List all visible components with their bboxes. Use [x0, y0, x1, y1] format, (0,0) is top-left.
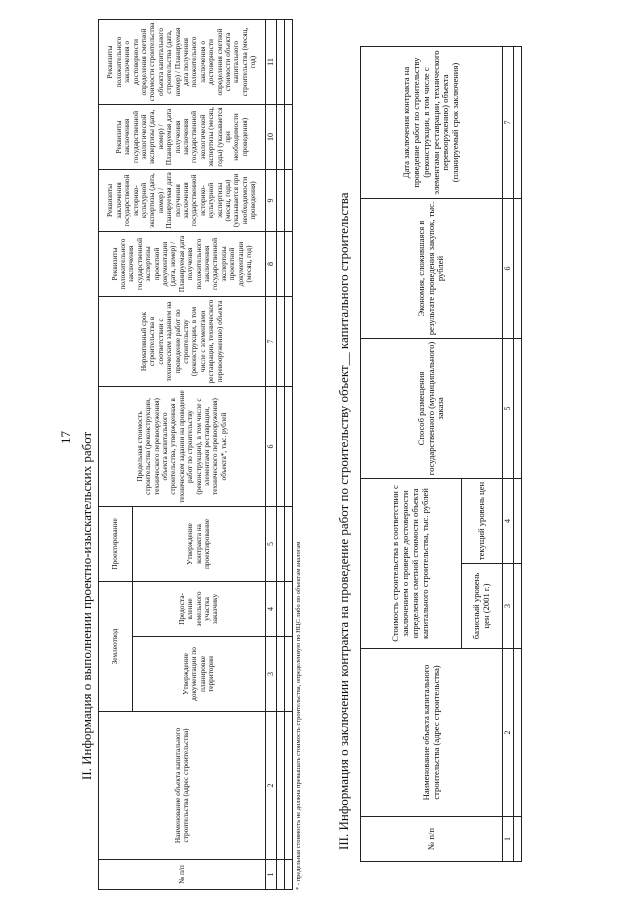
section-2-title: II. Информация о выполнении проектно-изыскательских работ: [79, 431, 94, 780]
col-number: 6: [266, 387, 277, 507]
col-number: 1: [503, 817, 514, 862]
col-number: 9: [266, 170, 277, 232]
col-number: 4: [503, 479, 514, 564]
col-number: 8: [266, 232, 277, 297]
col-number: 4: [266, 582, 277, 637]
header-land-grant: Предоста-вление земельного участка заказчику: [132, 582, 265, 637]
header-design-group: Проектирование: [99, 507, 133, 582]
empty-row: [285, 20, 293, 890]
col-number: 5: [503, 339, 514, 479]
header-savings: Экономия, сложившаяся в результате проведения закупок, тыс. рублей: [361, 199, 503, 339]
col-number: 5: [266, 507, 277, 582]
header-cost-reliability: Реквизиты положительного заключения о достоверности определения сметной стоимости строительства объекта капитального строительства (дата, номер) / Планируемая дата получения положительного заключения о достоверности определения сметной стоимости объекта капитального строительства (месяц, год): [99, 20, 266, 105]
col-number: 3: [503, 564, 514, 649]
header-placement-method: Способ размещения государственного (муниципального) заказа: [361, 339, 503, 479]
col-number: 2: [266, 712, 277, 860]
page-number: 17: [58, 431, 73, 444]
header-contract-date: Дата заключения контракта на проведение работ по строительству (реконструкции, в том числе с элементами реставрации, технического перевооружению) объекта (планируемый срок заключения): [361, 47, 503, 199]
col-number: 7: [503, 47, 514, 199]
header-num: № п/п: [361, 817, 503, 862]
header-base-price: базисный уровень цен (2001 г.): [462, 564, 503, 649]
section-3-table: [360, 46, 522, 862]
col-number: 10: [266, 105, 277, 170]
section-3-block: [360, 46, 522, 862]
header-object-name: Наименование объекта капитального строительства (адрес строительства): [361, 649, 503, 817]
header-design-contract: Утверждение контракта на проектирование: [132, 507, 265, 582]
col-number: 6: [503, 199, 514, 339]
empty-row: [514, 47, 522, 862]
col-number: 3: [266, 637, 277, 712]
header-expertise-requisites: Реквизиты положительного заключения государственной экспертизы проектной документации (дата, номер) / Планируемая дата получения положительного заключения государственной экспертизы проектной документации (месяц, год): [99, 232, 266, 297]
header-normative-term: Нормативный срок строительства в соответствии с техническим заданием на проведение работ по строительству (реконструкции, в том числе с элементами реставрации, технического перевооружению) объекта: [99, 297, 266, 387]
header-max-cost: Предельная стоимость строительства (реконструкции, технического перевооружения) объекта капитального строительства, утвержденная в техническом задании на проведение работ по строительству (реконструкции), в том числе с элементами реставрации, технического перевооружения) объекта*, тыс. рублей: [99, 387, 266, 507]
section-2-table: [98, 19, 293, 890]
header-ecology-expertise: Реквизиты заключения государственной экологической экспертизы (дата, номер) / Планируемая дата получения заключения государственной экологической экспертизы (месяц, годы) (указывается при необходимости проведения): [99, 105, 266, 170]
col-number: 2: [503, 649, 514, 817]
header-object-name: Наименование объекта капитального строительства (адрес строительства): [99, 712, 266, 860]
footnote: * - предельная стоимость не должна превышать стоимость строительства, определенную по НЦС либо по объектам аналогам: [295, 541, 302, 890]
section-3-title: III. Информация о заключении контракта на проведение работ по строительству объект__ капитального строительства: [336, 192, 351, 850]
header-cultural-expertise: Реквизиты заключения государственной историко-культурной экспертизы (дата, номер) / Планируемая дата получения заключения государственной историко-культурной экспертизы (месяц, годы) (указывается при необходимости проведения): [99, 170, 266, 232]
col-number: 7: [266, 297, 277, 387]
header-current-price: текущий уровень цен: [462, 479, 503, 564]
col-number: 1: [266, 860, 277, 890]
header-num: № п/п: [99, 860, 266, 890]
header-cost-group: Стоимость строительства в соответствии с заключением о проверке достоверности определения сметной стоимости объекта капитального строительства, тыс. рублей: [361, 479, 462, 649]
header-land-approval: Утверждение документации по планировке территории: [132, 637, 265, 712]
empty-row: [277, 20, 285, 890]
section-2-block: [98, 19, 302, 890]
col-number: 11: [266, 20, 277, 105]
header-land-group: Землеотвод: [99, 582, 133, 712]
